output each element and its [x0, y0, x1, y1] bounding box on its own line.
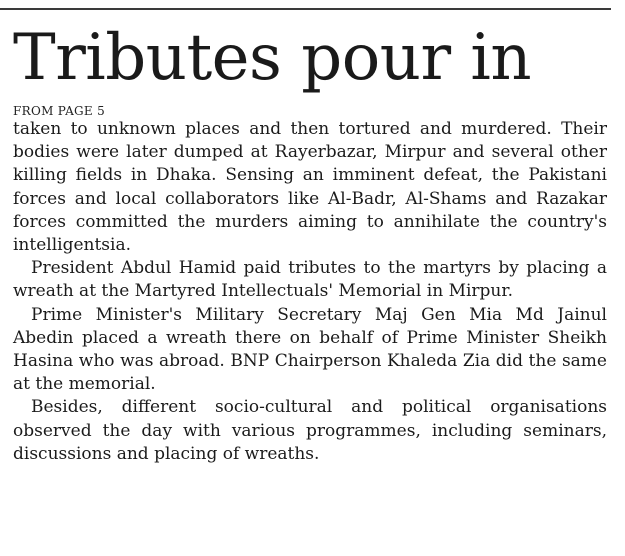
- paragraph: President Abdul Hamid paid tributes to the martyrs by placing a wreath at the Martyred Intellectuals' Memorial in Mirpur.: [13, 258, 607, 302]
- jump-line: FROM PAGE 5: [13, 104, 106, 118]
- top-rule: [0, 8, 611, 10]
- headline: Tributes pour in: [13, 21, 532, 95]
- paragraph: Besides, different socio-cultural and political organisations observed the day with various programmes, including seminars, discussions and placing of wreaths.: [13, 397, 607, 464]
- paragraph-continued: taken to unknown places and then tortured and murdered. Their bodies were later dumped at Rayerbazar, Mirpur and several other killing fields in Dhaka. Sensing an imminent defeat, the Pakistani forces and local collaborators like Al-Badr, Al-Shams and Razakar forces committed the murders aiming to annihilate the country's intelligentsia.: [13, 119, 607, 256]
- paragraph: Prime Minister's Military Secretary Maj Gen Mia Md Jainul Abedin placed a wreath there on behalf of Prime Minister Sheikh Hasina who was abroad. BNP Chairperson Khaleda Zia did the same at the memorial.: [13, 304, 607, 395]
- article-body: [13, 118, 607, 466]
